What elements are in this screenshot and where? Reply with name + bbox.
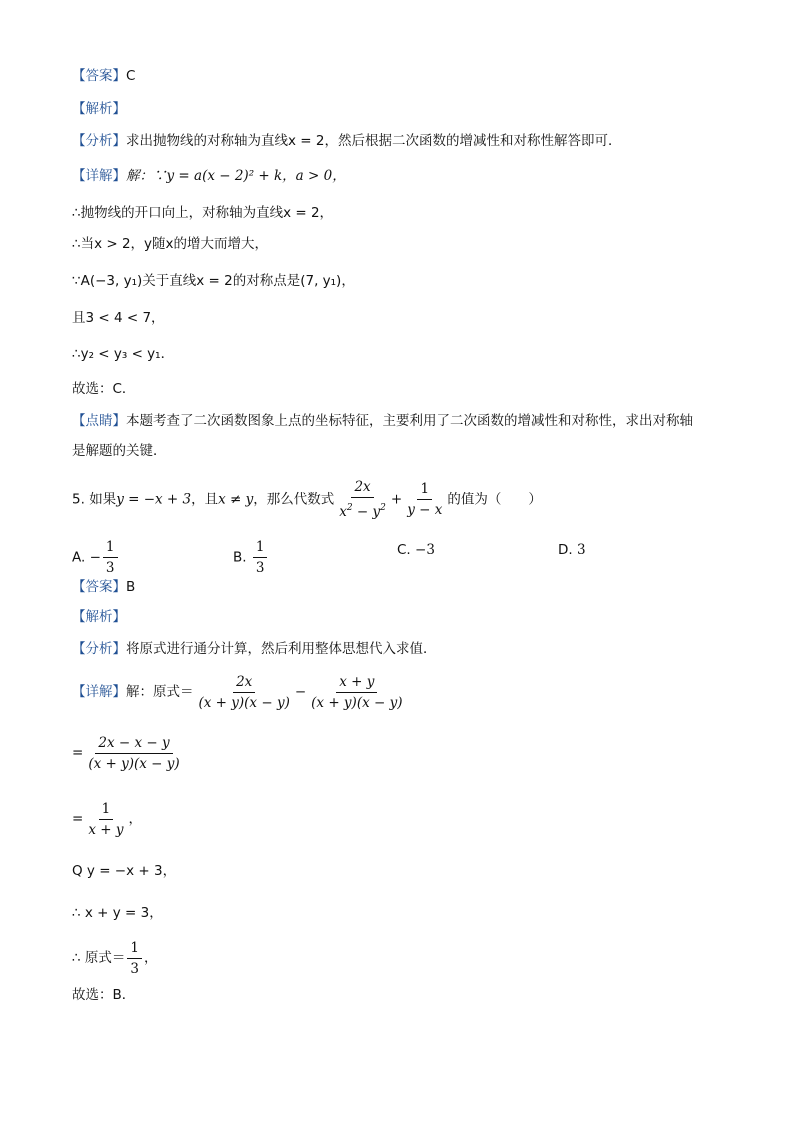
q4-detail-line — [72, 166, 346, 186]
analysis-tag: 【解析】 — [72, 609, 126, 625]
q4-detail-lead: 解：∵y = a(x − 2)² + k，a > 0， — [126, 168, 346, 184]
q5-stem-a: 如果 — [89, 491, 117, 508]
q5-stem-c: ，且 — [191, 491, 219, 508]
q5-stem-b: y = −x + 3 — [116, 491, 192, 508]
q5-option-d — [558, 540, 586, 560]
q5-result-frac: $\frac{1}{3}$ — [127, 939, 142, 978]
q5-fenxi-line — [72, 639, 437, 659]
q4-step-5: ∴y₂ < y₃ < y₁． — [72, 346, 175, 362]
comment-tag: 【点睛】 — [72, 413, 126, 429]
detail-tag: 【详解】 — [72, 168, 126, 184]
q5-result-lead: ∴ 原式＝ — [72, 950, 126, 966]
q5-sum: ∴ x + y = 3， — [72, 905, 163, 921]
q4-fenxi-text: 求出抛物线的对称轴为直线x = 2，然后根据二次函数的增减性和对称性解答即可． — [126, 133, 622, 149]
q5-option-d-value: 3 — [576, 542, 586, 558]
q5-stem-d: x ≠ y — [218, 491, 254, 508]
q5-option-d-label: D. — [558, 542, 573, 558]
q4-answer-line — [72, 66, 135, 86]
q5-detail-frac-1: $\frac{2x}{(x + y)(x - y)}$ — [198, 673, 290, 711]
fenxi-tag: 【分析】 — [72, 641, 126, 657]
q4-comment-line-2: 是解题的关键． — [72, 443, 167, 459]
q5-option-c — [397, 540, 435, 560]
q5-stem-e: ，那么代数式 — [253, 491, 335, 508]
q5-stem: 5. 如果y = −x + 3，且x ≠ y，那么代数式 $\frac{2x}{x^2 - y^2}$ + $\frac{1}{y - x}$ 的值为（ ） — [72, 479, 542, 520]
analysis-tag: 【解析】 — [72, 101, 126, 117]
q4-step-4: 且3 < 4 < 7， — [72, 310, 165, 326]
q5-detail-step-3: = $\frac{1}{x + y}$ ， — [72, 800, 142, 838]
q5-option-b: B. $\frac{1}{3}$ — [233, 538, 269, 577]
detail-tag: 【详解】 — [72, 684, 126, 700]
q5-detail-frac-4: $\frac{1}{x + y}$ — [88, 800, 124, 838]
q4-fenxi-line — [72, 131, 621, 151]
answer-tag: 【答案】 — [72, 579, 126, 595]
q4-step-3: ∵A(−3, y₁)关于直线x = 2的对称点是(7, y₁)， — [72, 273, 355, 289]
answer-tag: 【答案】 — [72, 68, 126, 84]
q4-step-2: ∴当x > 2，y随x的增大而增大， — [72, 236, 269, 252]
q4-comment-line-1 — [72, 411, 693, 431]
q4-choice: 故选：C． — [72, 381, 136, 397]
q4-step-1: ∴抛物线的开口向上，对称轴为直线x = 2， — [72, 205, 334, 221]
q5-stem-f: 的值为（ ） — [447, 491, 542, 508]
q5-result: ∴ 原式＝ $\frac{1}{3}$ ， — [72, 939, 158, 977]
q5-answer-line — [72, 577, 135, 597]
q5-analysis-tag-line — [72, 607, 126, 627]
q5-choice: 故选：B． — [72, 987, 136, 1003]
q5-detail-step-2: = $\frac{2x - x - y}{(x + y)(x - y)}$ — [72, 733, 185, 773]
q4-analysis-tag-line — [72, 99, 126, 119]
q5-option-c-value: −3 — [415, 542, 435, 558]
q5-expr-frac-1: $\frac{2x}{x^2 - y^2}$ — [339, 479, 386, 520]
q4-comment-text-1: 本题考查了二次函数图象上点的坐标特征，主要利用了二次函数的增减性和对称性，求出对称轴 — [126, 413, 693, 429]
q5-option-a: A. − $\frac{1}{3}$ — [72, 538, 120, 577]
q5-detail-line: 【详解】解：原式＝ $\frac{2x}{(x + y)(x - y)}$ − $\frac{x + y}{(x + y)(x - y)}$ — [72, 672, 408, 712]
q5-fenxi-text: 将原式进行通分计算，然后利用整体思想代入求值． — [126, 641, 437, 657]
fenxi-tag: 【分析】 — [72, 133, 126, 149]
q5-option-c-label: C. — [397, 542, 411, 558]
q5-detail-frac-3: $\frac{2x - x - y}{(x + y)(x - y)}$ — [88, 734, 180, 772]
q5-condition: Q y = −x + 3， — [72, 863, 177, 879]
q5-option-a-label: A. — [72, 549, 86, 566]
q5-option-b-label: B. — [233, 549, 247, 566]
q5-detail-frac-2: $\frac{x + y}{(x + y)(x - y)}$ — [311, 673, 403, 711]
q5-answer: B — [126, 579, 136, 595]
q5-number: 5. — [72, 491, 85, 508]
q4-answer: C — [126, 68, 136, 84]
q5-expr-frac-2: $\frac{1}{y - x}$ — [407, 481, 443, 518]
q5-detail-lead: 解：原式＝ — [126, 684, 194, 700]
